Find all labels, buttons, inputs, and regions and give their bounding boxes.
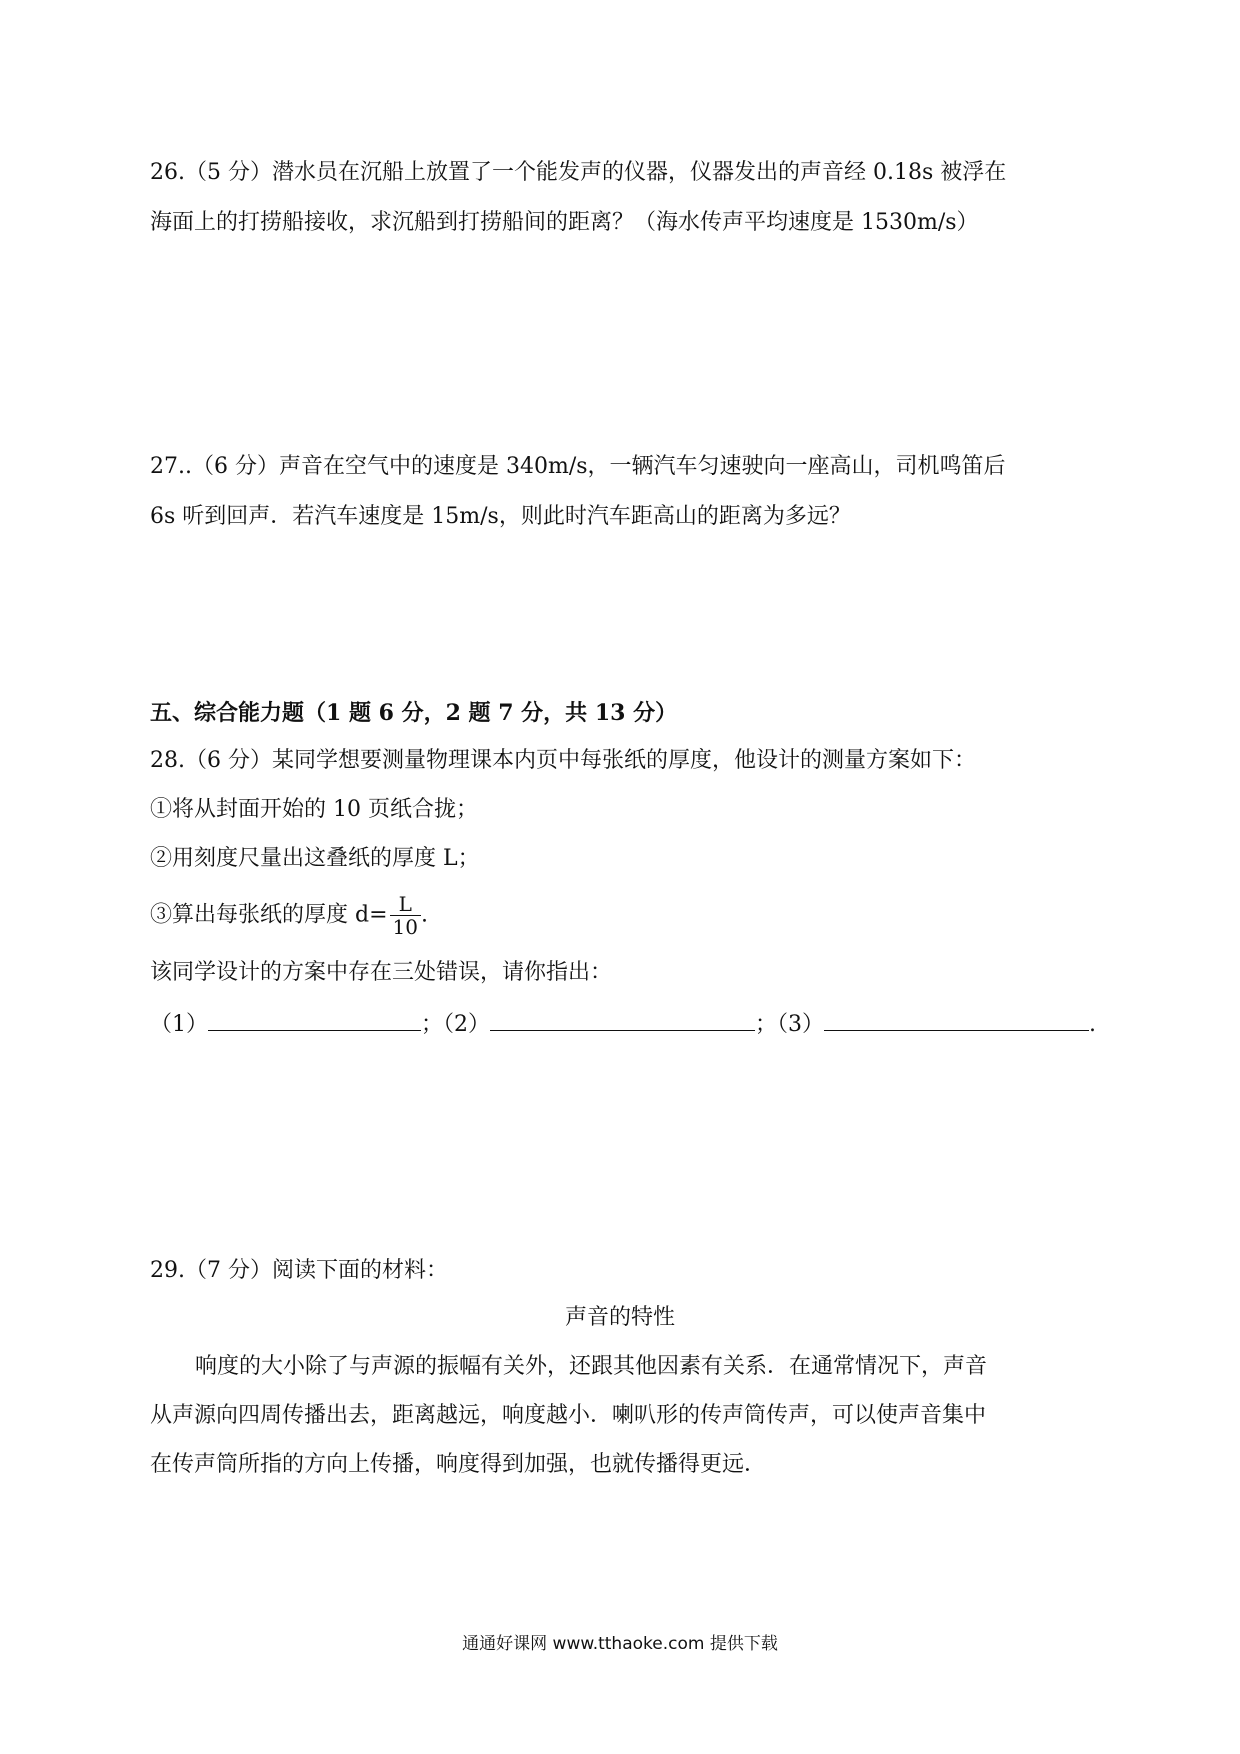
q26-line-1: 26.（5 分）潜水员在沉船上放置了一个能发声的仪器，仪器发出的声音经 0.18s 被浮在 xyxy=(150,160,1007,185)
q28-step-3-end: . xyxy=(420,902,428,928)
section-heading: 五、综合能力题（1 题 6 分，2 题 7 分，共 13 分） xyxy=(150,700,678,726)
q29-intro: 29.（7 分）阅读下面的材料： xyxy=(150,1258,448,1283)
passage-line-2: 从声源向四周传播出去，距离越远，响度越小．喇叭形的传声筒传声，可以使声音集中 xyxy=(150,1403,987,1428)
fraction-l-over-10 xyxy=(390,893,421,938)
answer-end-mark: . xyxy=(1089,1012,1096,1037)
q28-step-3 xyxy=(150,893,428,938)
q28-prompt: 该同学设计的方案中存在三处错误，请你指出： xyxy=(150,960,613,985)
passage-line-1: 响度的大小除了与声源的振幅有关外，还跟其他因素有关系．在通常情况下，声音 xyxy=(195,1354,988,1379)
answer-3-label: ；（3） xyxy=(755,1012,824,1037)
answer-2-blank[interactable] xyxy=(490,1008,755,1031)
fraction-numerator: L xyxy=(390,893,421,916)
answer-1-blank[interactable] xyxy=(208,1008,421,1031)
fraction-denominator: 10 xyxy=(392,915,418,939)
q28-step-2: ②用刻度尺量出这叠纸的厚度 L； xyxy=(150,846,480,871)
footer-source: 通通好课网 www.tthaoke.com 提供下载 xyxy=(462,1634,778,1654)
passage-line-3: 在传声筒所指的方向上传播，响度得到加强，也就传播得更远． xyxy=(150,1452,767,1477)
passage-title: 声音的特性 xyxy=(564,1305,675,1330)
q28-step-1: ①将从封面开始的 10 页纸合拢； xyxy=(150,797,478,822)
q27-line-1: 27..（6 分）声音在空气中的速度是 340m/s，一辆汽车匀速驶向一座高山，司机鸣笛后 xyxy=(150,454,1006,479)
answer-3-blank[interactable] xyxy=(824,1008,1089,1031)
q28-step-3-text: ③算出每张纸的厚度 d= xyxy=(150,902,388,928)
answer-1-label: （1） xyxy=(150,1012,208,1037)
q28-answer-row xyxy=(150,1008,1096,1040)
q28-intro: 28.（6 分）某同学想要测量物理课本内页中每张纸的厚度，他设计的测量方案如下： xyxy=(150,748,976,773)
answer-2-label: ；（2） xyxy=(421,1012,490,1037)
q27-line-2: 6s 听到回声．若汽车速度是 15m/s，则此时汽车距高山的距离为多远？ xyxy=(150,504,851,529)
q26-line-2: 海面上的打捞船接收，求沉船到打捞船间的距离？（海水传声平均速度是 1530m/s） xyxy=(150,210,979,235)
